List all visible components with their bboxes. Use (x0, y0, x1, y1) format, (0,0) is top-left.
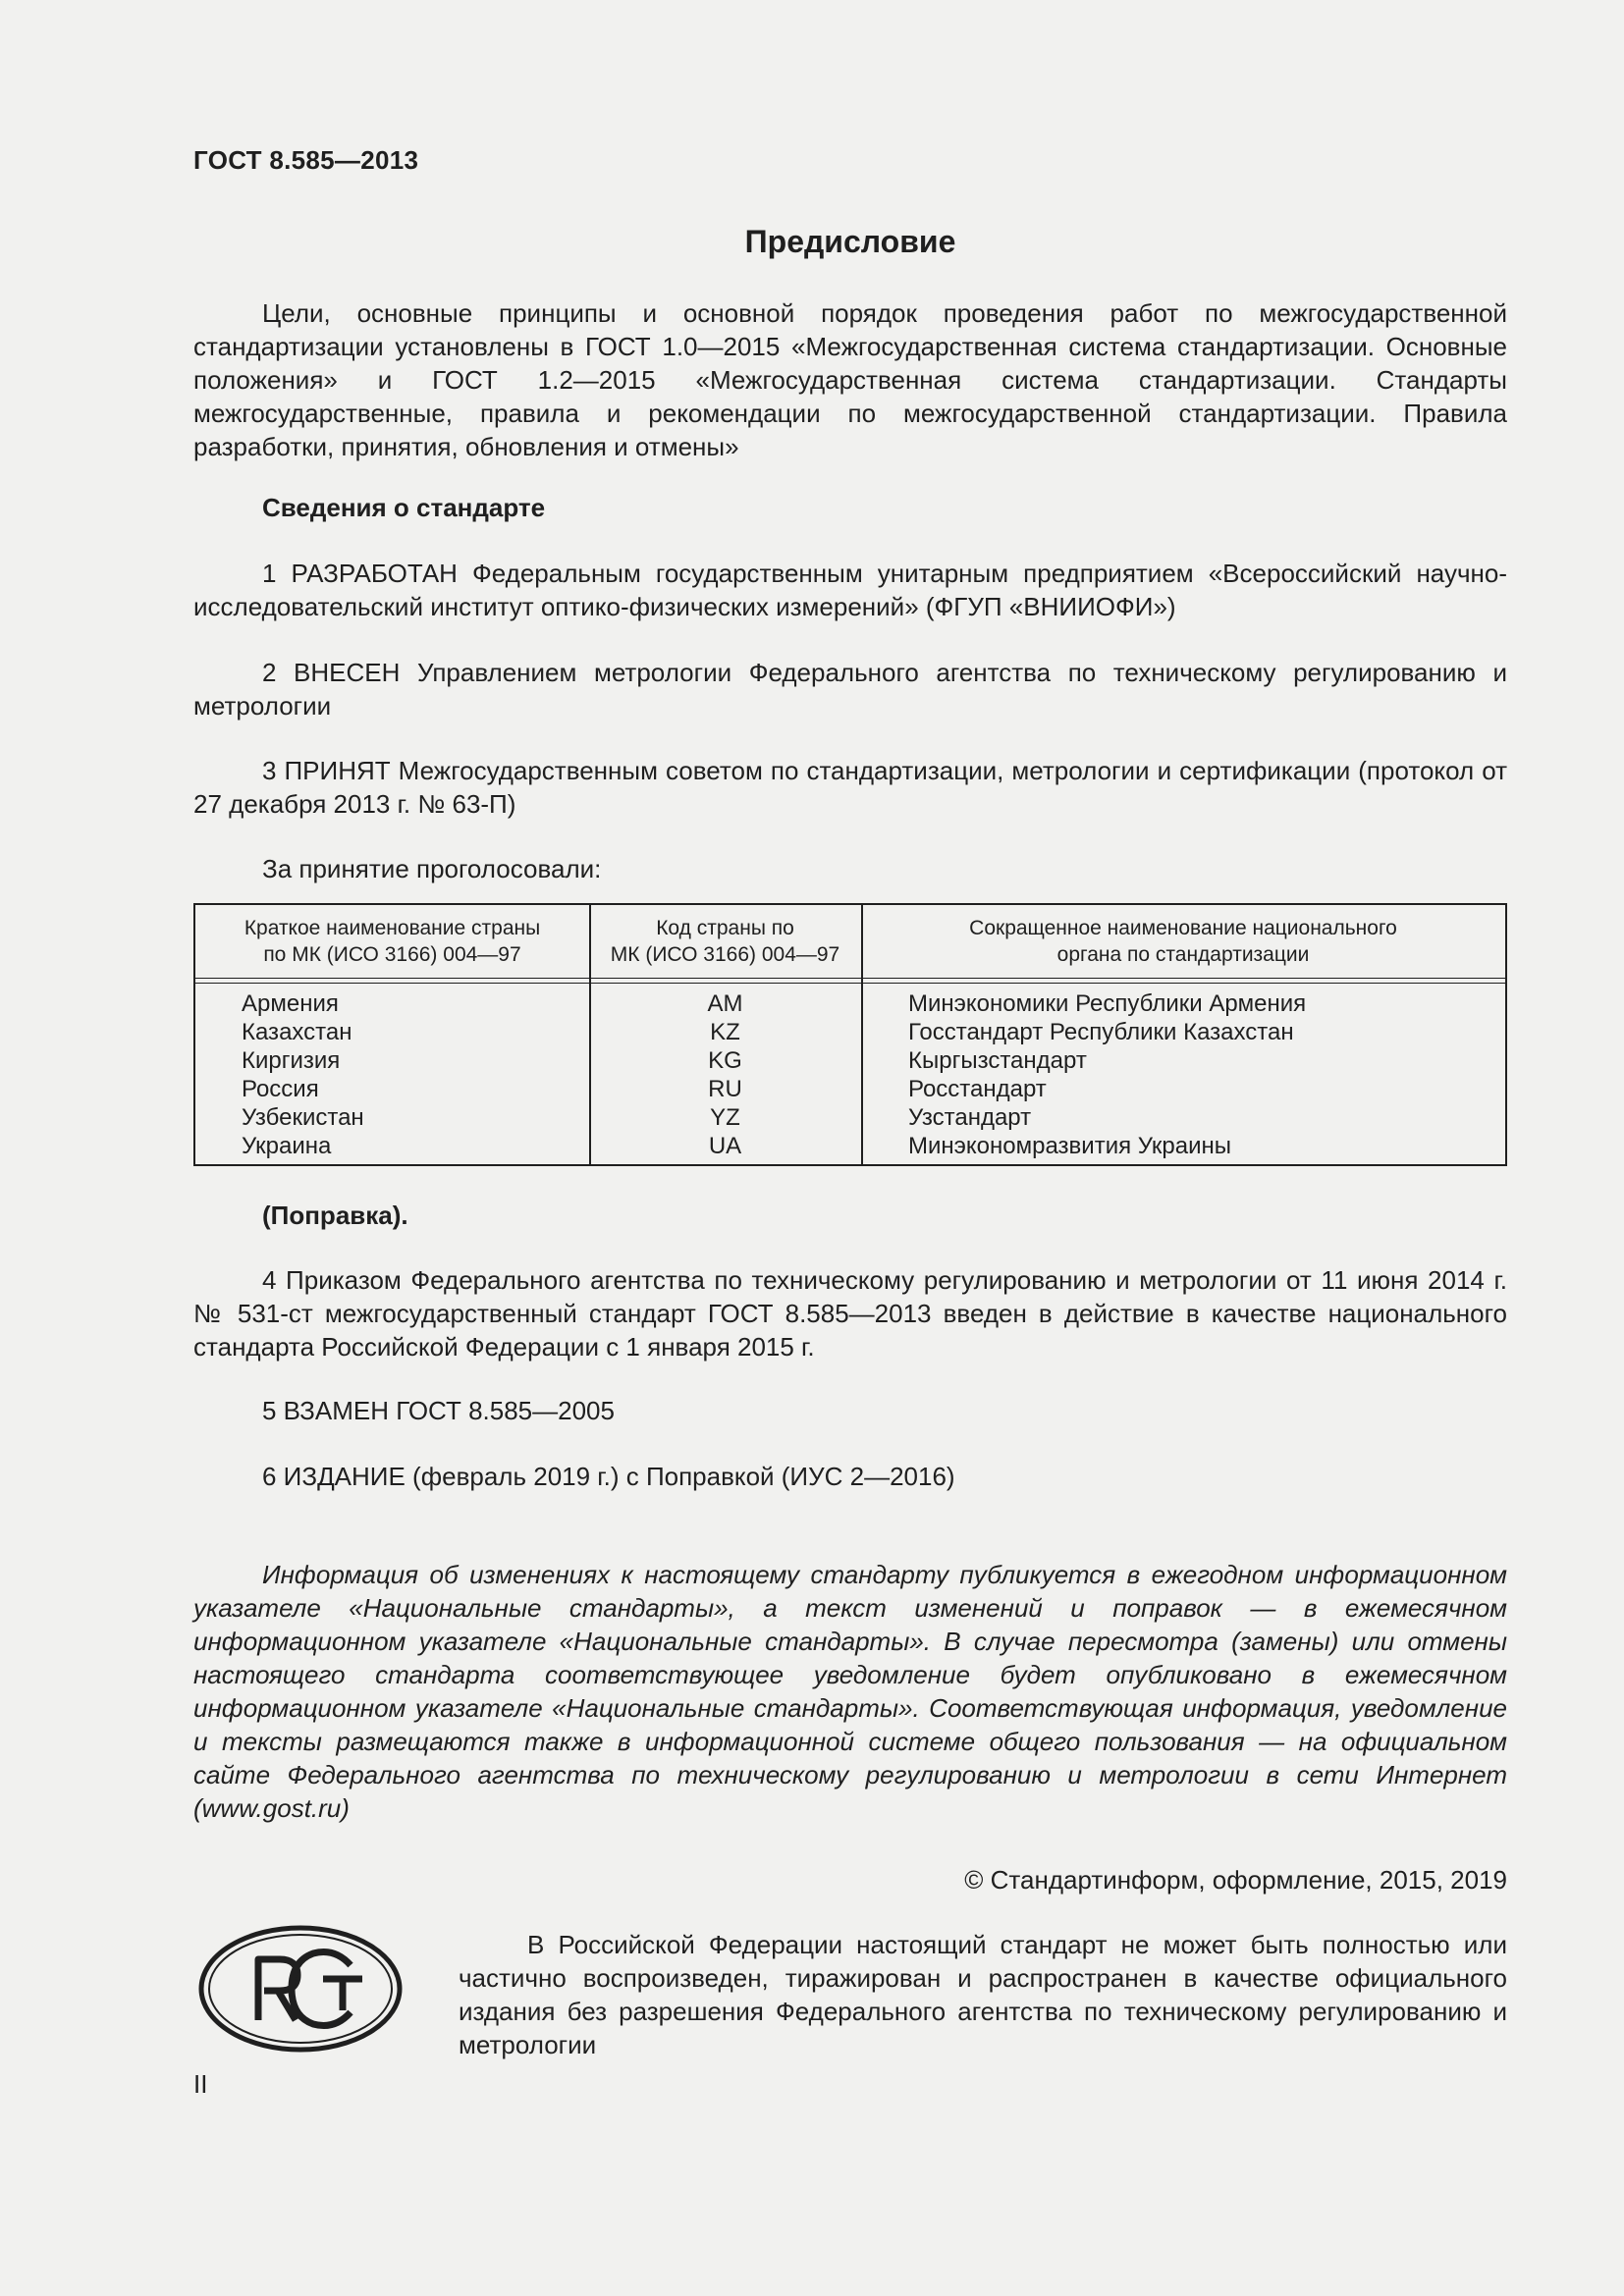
table-cell: KZ (710, 1019, 740, 1045)
table-column-country (242, 989, 364, 1160)
table-cell: Узстандарт (908, 1104, 1032, 1131)
copyright-line: © Стандартинформ, оформление, 2015, 2019 (964, 1865, 1507, 1895)
item-2-introduced: 2 ВНЕСЕН Управлением метрологии Федерального агентства по техническому регулированию и метрологии (193, 658, 1507, 721)
table-cell: Украина (242, 1133, 332, 1159)
document-page (193, 0, 1507, 2296)
table-cell: Росстандарт (908, 1076, 1047, 1102)
changes-notice: Информация об изменениях к настоящему стандарту публикуется в ежегодном информационном указателе «Национальные стандарты», а текст изменений и поправок — в ежемесячном информационном указателе «Национальные стандарты». В случае пересмотра (замены) или отмены настоящего стандарта соответствующее уведомление будет опубликовано в ежемесячном информационном указателе «Национальные стандарты». Соответствующая информация, уведомление и тексты размещаются также в информационной системе общего пользования — на официальном сайте Федерального агентства по техническому регулированию и метрологии в сети Интернет (www.gost.ru) (193, 1560, 1507, 1823)
table-cell: Узбекистан (242, 1104, 364, 1131)
table-cell: Госстандарт Республики Казахстан (908, 1019, 1294, 1045)
table-cell: Армения (242, 990, 339, 1017)
item-6-edition: 6 ИЗДАНИЕ (февраль 2019 г.) с Поправкой (ИУС 2—2016) (262, 1462, 955, 1491)
correction-note: (Поправка). (262, 1201, 408, 1230)
table-cell: Казахстан (242, 1019, 352, 1045)
table-column-authority (908, 989, 1306, 1160)
item-5-replaces: 5 ВЗАМЕН ГОСТ 8.585—2005 (262, 1396, 615, 1425)
table-cell: RU (708, 1076, 742, 1102)
table-header-code: Код страны по МК (ИСО 3166) 004—97 (610, 917, 840, 966)
table-cell: UA (708, 1133, 742, 1159)
table-header-authority: Сокращенное наименование национального органа по стандартизации (969, 917, 1397, 966)
table-cell: YZ (710, 1104, 740, 1131)
table-cell: Минэкономики Республики Армения (908, 990, 1307, 1017)
table-column-code (589, 989, 861, 1160)
section-heading: Сведения о стандарте (262, 493, 546, 522)
vote-intro: За принятие проголосовали: (262, 854, 602, 883)
table-header-rule (195, 978, 1505, 984)
intro-paragraph: Цели, основные принципы и основной порядок проведения работ по межгосударственной стандартизации установлены в ГОСТ 1.0—2015 «Межгосударственная система стандартизации. Основные положения» и ГОСТ 1.2—2015 «Межгосударственная система стандартизации. Стандарты межгосударственные, правила и рекомендации по межгосударственной стандартизации. Правила разработки, принятия, обновления и отмены» (193, 298, 1507, 461)
table-cell: Минэкономразвития Украины (908, 1133, 1232, 1159)
table-cell: KG (708, 1047, 742, 1074)
page-number: II (193, 2069, 208, 2099)
page-title: Предисловие (744, 224, 956, 259)
table-cell: Киргизия (242, 1047, 341, 1074)
table-cell: Кыргызстандарт (908, 1047, 1087, 1074)
table-header-country: Краткое наименование страны по МК (ИСО 3166) 004—97 (244, 917, 541, 966)
item-3-adopted: 3 ПРИНЯТ Межгосударственным советом по стандартизации, метрологии и сертификации (протокол от 27 декабря 2013 г. № 63-П) (193, 756, 1507, 819)
table-cell: Россия (242, 1076, 319, 1102)
item-1-developed: 1 РАЗРАБОТАН Федеральным государственным унитарным предприятием «Всероссийский научно-исследовательский институт оптико-физических измерений» (ФГУП «ВНИИОФИ») (193, 559, 1507, 621)
table-cell: AM (707, 990, 743, 1017)
standard-id: ГОСТ 8.585—2013 (193, 145, 419, 175)
rights-notice: В Российской Федерации настоящий стандарт не может быть полностью или частично воспроизведен, тиражирован и распространен в качестве официального издания без разрешения Федерального агентства по техническому регулированию и метрологии (459, 1930, 1507, 2059)
item-4-order: 4 Приказом Федерального агентства по техническому регулированию и метрологии от 11 июня 2014 г. № 531-ст межгосударственный стандарт ГОСТ 8.585—2013 введен в действие в качестве национального стандарта Российской Федерации с 1 января 2015 г. (193, 1265, 1507, 1362)
voting-table (193, 903, 1507, 1166)
rst-logo (197, 1924, 404, 2054)
